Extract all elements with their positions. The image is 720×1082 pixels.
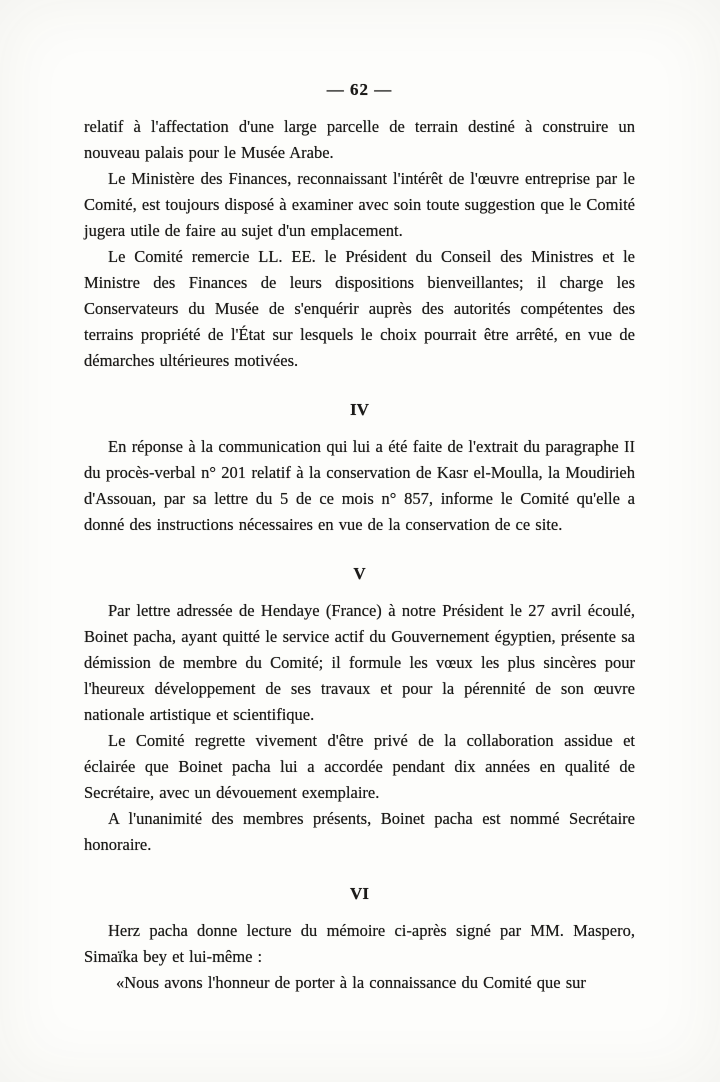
paragraph: relatif à l'affectation d'une large parcelle de terrain destiné à construire un nouveau palais pour le Musée Arabe.	[84, 117, 635, 162]
paragraph: Par lettre adressée de Hendaye (France) à notre Président le 27 avril écoulé, Boinet pacha, ayant quitté le service actif du Gouvernement égyptien, présente sa démission de membre du Comité; il formule les vœux les plus sincères pour l'heureux développement de ses travaux et pour la pérennité de son œuvre nationale artistique et scientifique.	[84, 601, 635, 724]
paragraph: Le Comité remercie LL. EE. le Président du Conseil des Ministres et le Ministre des Finances de leurs dispositions bienveillantes; il charge les Conservateurs du Musée de s'enquérir auprès des autorités compétentes des terrains propriété de l'État sur lesquels le choix pourrait être arrêté, en vue de démarches ultérieures motivées.	[84, 247, 635, 370]
paragraph: Le Comité regrette vivement d'être privé de la collaboration assidue et éclairée que Boinet pacha lui a accordée pendant dix années en qualité de Secrétaire, avec un dévouement exemplaire.	[84, 731, 635, 802]
section-iv	[84, 434, 635, 538]
paragraph-quote-opening: «Nous avons l'honneur de porter à la connaissance du Comité que sur	[116, 973, 586, 992]
section-heading-vi: VI	[350, 884, 369, 903]
section-continuation	[84, 114, 635, 374]
section-v	[84, 598, 635, 858]
paragraph: Herz pacha donne lecture du mémoire ci-après signé par MM. Maspero, Simaïka bey et lui-même :	[84, 921, 635, 966]
paragraph: Le Ministère des Finances, reconnaissant l'intérêt de l'œuvre entreprise par le Comité, est toujours disposé à examiner avec soin toute suggestion que le Comité jugera utile de faire au sujet d'un emplacement.	[84, 169, 635, 240]
section-vi	[84, 918, 635, 996]
paragraph: A l'unanimité des membres présents, Boinet pacha est nommé Secrétaire honoraire.	[84, 809, 635, 854]
section-heading-iv: IV	[350, 400, 369, 419]
page-number: — 62 —	[326, 80, 393, 99]
paragraph: En réponse à la communication qui lui a été faite de l'extrait du paragraphe II du procès-verbal n° 201 relatif à la conservation de Kasr el-Moulla, la Moudirieh d'Assouan, par sa lettre du 5 de ce mois n° 857, informe le Comité qu'elle a donné des instructions nécessaires en vue de la conservation de ce site.	[84, 437, 635, 534]
section-heading-v: V	[353, 564, 366, 583]
